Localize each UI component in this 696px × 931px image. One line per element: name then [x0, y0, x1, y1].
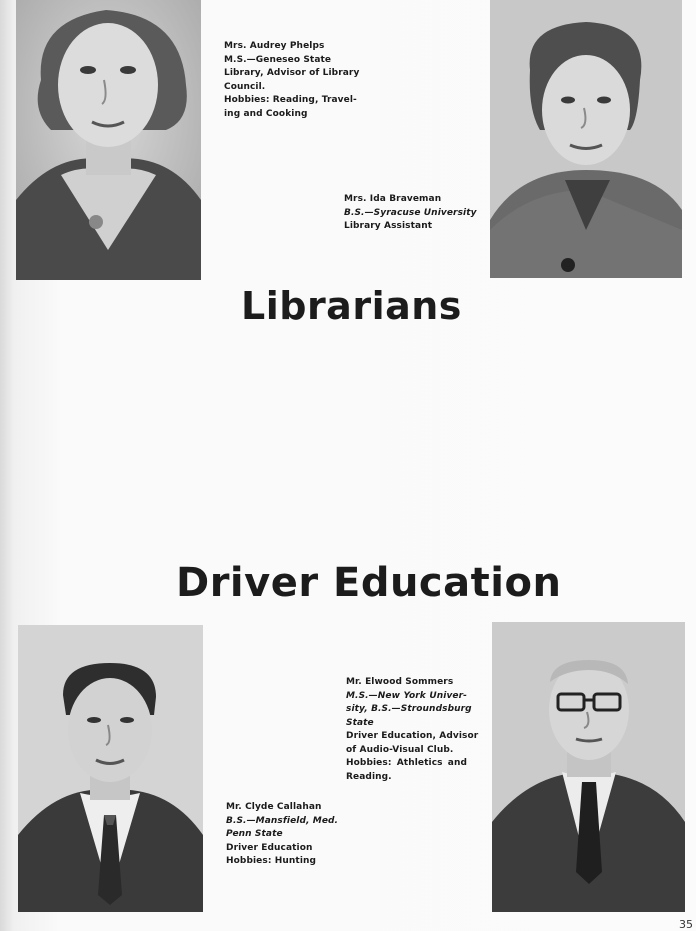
- caption-audrey-phelps: [224, 40, 360, 121]
- caption-line: State: [346, 717, 374, 728]
- caption-line: Driver Education, Advisor: [346, 731, 479, 741]
- photo-audrey-phelps: [16, 0, 201, 280]
- caption-line: Council.: [224, 81, 266, 92]
- section-heading-driver-education: Driver Education: [176, 560, 562, 606]
- photo-ida-braveman: [490, 0, 682, 278]
- person-name: Mrs. Ida Braveman: [344, 194, 442, 204]
- caption-line: sity, B.S.—Stroundsburg: [346, 704, 472, 714]
- portrait-woman-image: [490, 0, 682, 278]
- person-name: Mr. Clyde Callahan: [226, 802, 322, 812]
- caption-line: Library, Advisor of Library: [224, 68, 360, 78]
- section-heading-librarians: Librarians: [241, 284, 462, 328]
- caption-line: Reading.: [346, 771, 392, 782]
- portrait-woman-image: [16, 0, 201, 280]
- caption-line: Library Assistant: [344, 221, 433, 231]
- caption-line: M.S.—New York Univer-: [346, 690, 467, 701]
- page-number: 35: [679, 918, 693, 931]
- caption-line: of Audio-Visual Club.: [346, 744, 454, 755]
- caption-clyde-callahan: [226, 801, 351, 869]
- caption-line: Hobbies: Hunting: [226, 856, 317, 866]
- caption-line: Driver Education: [226, 842, 313, 853]
- person-name: Mr. Elwood Sommers: [346, 677, 454, 687]
- caption-line: B.S.—Mansfield, Med.: [226, 815, 339, 826]
- person-name: Mrs. Audrey Phelps: [224, 41, 325, 51]
- caption-line: Hobbies: Athletics and: [346, 758, 467, 768]
- caption-elwood-sommers: [346, 676, 479, 784]
- portrait-man-image: [492, 622, 685, 912]
- caption-line: ing and Cooking: [224, 108, 308, 119]
- photo-clyde-callahan: [18, 625, 203, 912]
- caption-line: B.S.—Syracuse University: [344, 207, 477, 218]
- caption-ida-braveman: [344, 193, 477, 234]
- caption-line: Hobbies: Reading, Travel-: [224, 95, 357, 105]
- caption-line: Penn State: [226, 829, 283, 839]
- portrait-man-image: [18, 625, 203, 912]
- caption-line: M.S.—Geneseo State: [224, 54, 332, 65]
- photo-elwood-sommers: [492, 622, 685, 912]
